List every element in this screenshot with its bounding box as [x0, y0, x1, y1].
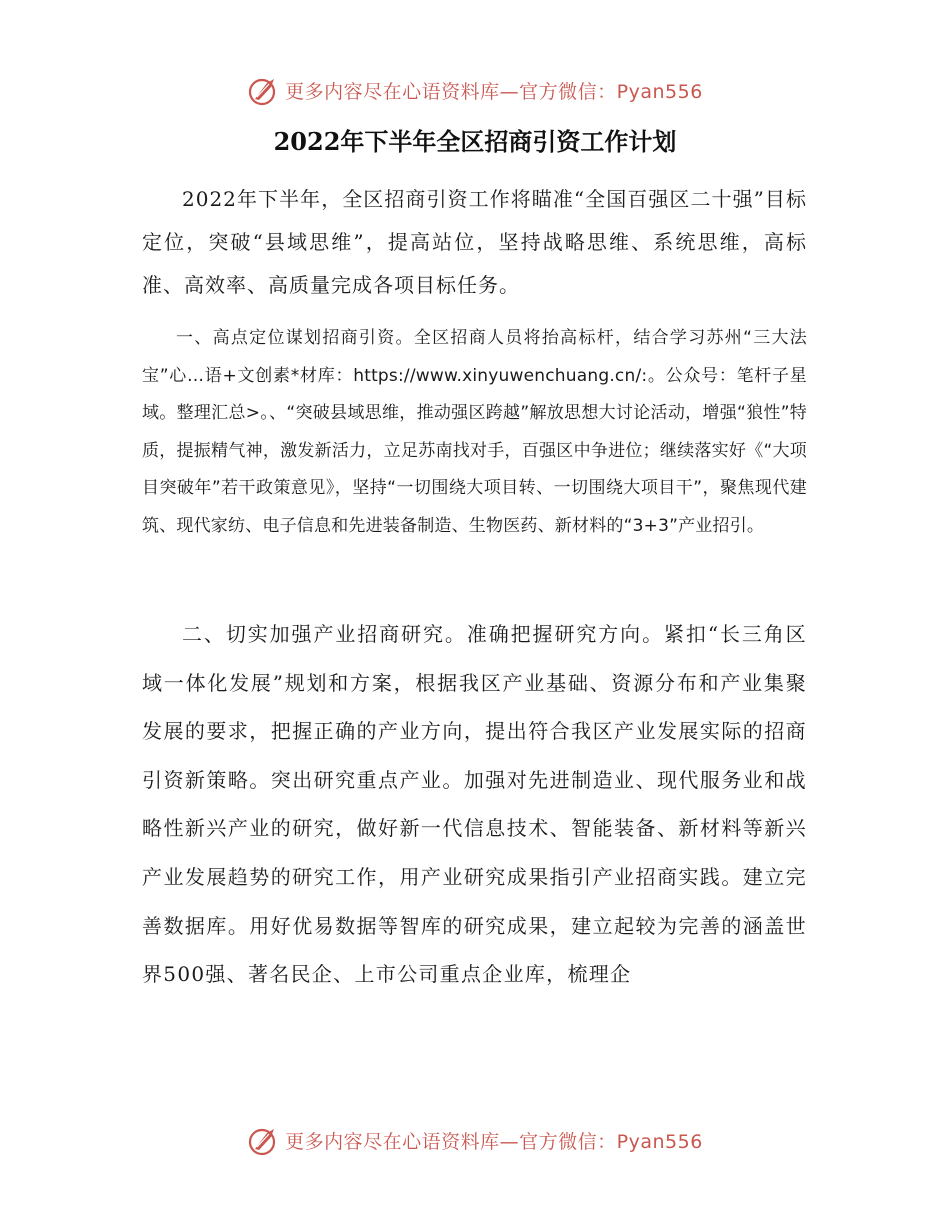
footer-banner — [0, 1120, 950, 1160]
paragraph-intro: 2022年下半年，全区招商引资工作将瞄准“全国百强区二十强”目标定位，突破“县域思维”，提高站位，坚持战略思维、系统思维，高标准、高效率、高质量完成各项目标任务。 — [142, 187, 807, 297]
paragraph-section-1: 一、高点定位谋划招商引资。全区招商人员将抬高标杆，结合学习苏州“三大法宝”心…语+文创素*材库：https://www.xinyuwenchuang.cn/:。公众号：笔杆子星域。整理汇总>。、“突破县域思维，推动强区跨越”解放思想大讨论活动，增强“狼性”特质，提振精气神，激发新活力，立足苏南找对手，百强区中争进位；继续落实好《“大项目突破年”若干政策意见》，坚持“一切围绕大项目转、一切围绕大项目干”，聚焦现代建筑、现代家纺、电子信息和先进装备制造、生物医药、新材料的“3+3”产业招引。 — [142, 328, 807, 536]
header-banner — [0, 70, 950, 110]
header-banner-text: 更多内容尽在心语资料库—官方微信：Pyan556 — [285, 80, 703, 103]
footer-banner-text: 更多内容尽在心语资料库—官方微信：Pyan556 — [285, 1130, 703, 1153]
document-title: 2022年下半年全区招商引资工作计划 — [273, 127, 677, 156]
pen-nib-logo-icon — [247, 73, 281, 107]
paragraph-section-2: 二、切实加强产业招商研究。准确把握研究方向。紧扣“长三角区域一体化发展”规划和方案，根据我区产业基础、资源分布和产业集聚发展的要求，把握正确的产业方向，提出符合我区产业发展实际的招商引资新策略。突出研究重点产业。加强对先进制造业、现代服务业和战略性新兴产业的研究，做好新一代信息技术、智能装备、新材料等新兴产业发展趋势的研究工作，用产业研究成果指引产业招商实践。建立完善数据库。用好优易数据等智库的研究成果，建立起较为完善的涵盖世界500强、著名民企、上市公司重点企业库，梳理企 — [142, 622, 807, 987]
pen-nib-logo-icon — [247, 1123, 281, 1157]
